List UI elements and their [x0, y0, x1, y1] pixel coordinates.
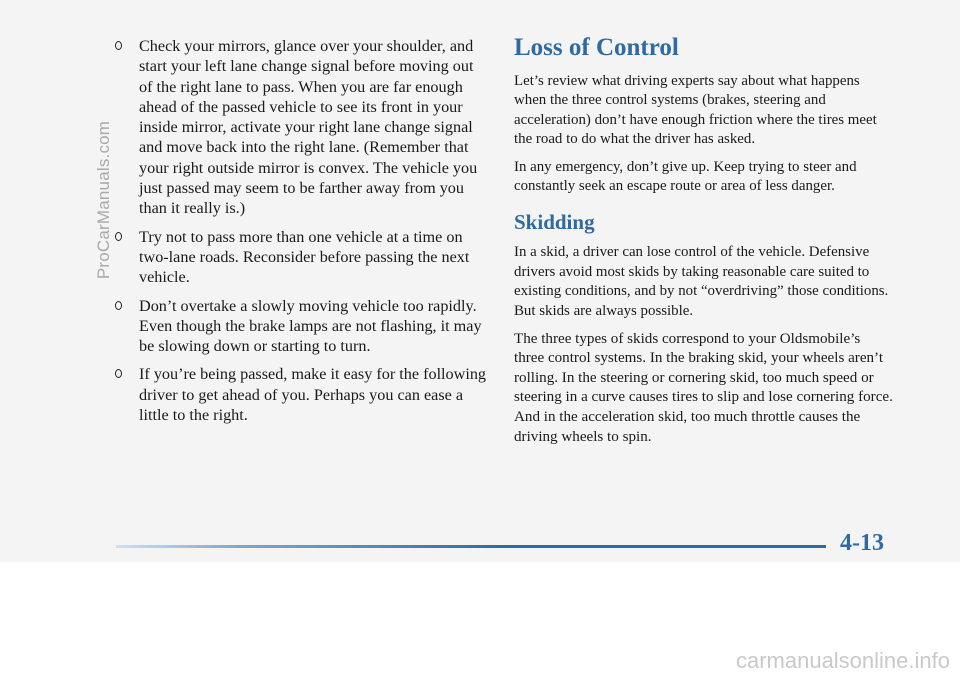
skidding-heading: Skidding	[514, 210, 595, 235]
paragraph: Let’s review what driving experts say about what happens when the three control systems (brakes, steering and acceleration) don’t have enough friction where the tires meet the road to do what the driver has asked.	[514, 72, 877, 148]
bullet-text: Check your mirrors, glance over your shoulder, and start your left lane change signal before moving out of the right lane to pass. When you are far enough ahead of the passed vehicle to see its front in your inside mirror, activate your right lane change signal and move back into the right lane. (Remember that your right outside mirror is convex. The vehicle you just passed may seem to be farther away from you than it really is.)	[139, 37, 478, 218]
paragraph: In any emergency, don’t give up. Keep trying to steer and constantly seek an escape route or area of less danger.	[514, 158, 857, 195]
bullet-text: Don’t overtake a slowly moving vehicle too rapidly. Even though the brake lamps are not flashing, it may be slowing down or starting to turn.	[139, 296, 482, 356]
bullet-icon	[115, 232, 122, 241]
bullet-icon	[115, 369, 122, 378]
list-item	[113, 36, 488, 219]
paragraph: In a skid, a driver can lose control of the vehicle. Defensive drivers avoid most skids by taking reasonable care suited to existing conditions, and by not “overdriving” those conditions. But skids are always possible.	[514, 244, 889, 319]
list-item	[113, 227, 488, 288]
bullet-text: If you’re being passed, make it easy for the following driver to get ahead of you. Perhaps you can ease a little to the right.	[139, 365, 487, 425]
paragraph: The three types of skids correspond to your Oldsmobile’s three control systems. In the braking skid, your wheels aren’t rolling. In the steering or cornering skid, too much speed or steering in a curve causes tires to slip and lose cornering force. And in the acceleration skid, too much throttle causes the driving wheels to spin.	[514, 330, 893, 445]
loss-of-control-heading: Loss of Control	[514, 34, 679, 61]
list-item	[113, 296, 488, 357]
bullet-icon	[115, 41, 122, 50]
bullet-text: Try not to pass more than one vehicle at a time on two-lane roads. Reconsider before passing the next vehicle.	[139, 227, 470, 287]
side-watermark-text: ProCarManuals.com	[94, 120, 113, 280]
bullet-icon	[115, 301, 122, 310]
left-column	[113, 36, 488, 433]
site-watermark: carmanualsonline.info	[735, 648, 950, 673]
list-item	[113, 364, 488, 425]
page-number: 4-13	[840, 530, 884, 556]
right-column	[514, 34, 894, 455]
footer-rule	[116, 545, 826, 548]
